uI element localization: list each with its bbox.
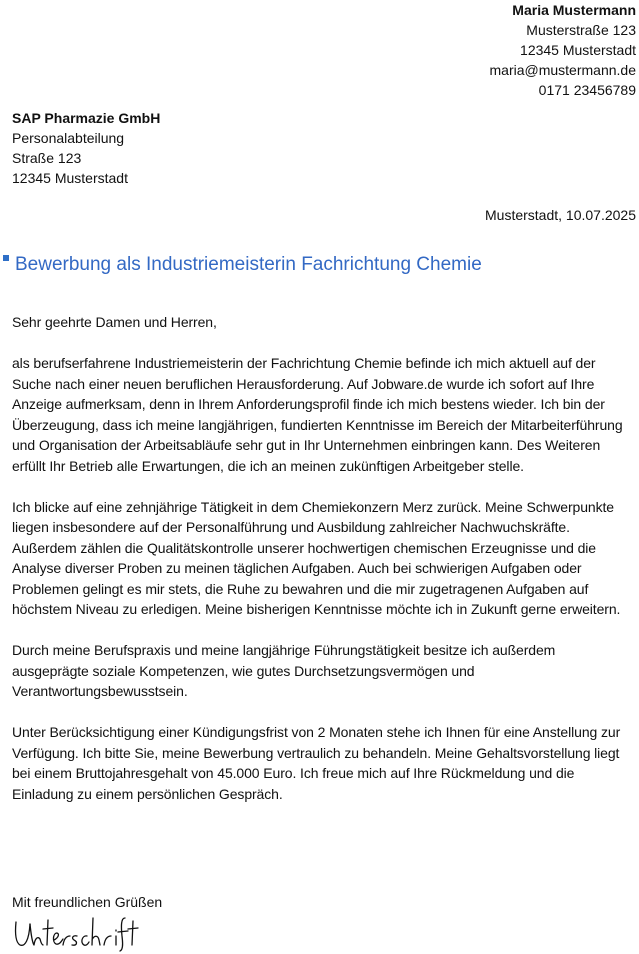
subject-marker-icon: [3, 255, 9, 261]
body-paragraph-2: Ich blicke auf eine zehnjährige Tätigkeit in dem Chemiekonzern Merz zurück. Meine Schwerpunkte liegen insbesondere auf der Personalführung und Ausbildung zahlreicher Nachwuchskräfte. Außerdem zählen die Qualitätskontrolle unserer hochwertigen chemischen Erzeugnisse und die Analyse diverser Proben zu meinen täglichen Aufgaben. Auch bei schwierigen Aufgaben oder Problemen gelingt es mir stets, die Ruhe zu bewahren und die mir zugetragenen Aufgaben auf höchstem Niveau zu erledigen. Meine bisherigen Kenntnisse möchte ich in Zukunft gerne erweitern.: [12, 498, 621, 617]
salutation: Sehr geehrte Damen und Herren,: [12, 314, 217, 330]
recipient-company: SAP Pharmazie GmbH: [12, 110, 161, 126]
sender-address-block: [490, 0, 637, 100]
body-paragraph-1: als berufserfahrene Industriemeisterin der Fachrichtung Chemie befinde ich mich aktuell auf der Suche nach einer neuen beruflichen Herausforderung. Auf Jobware.de wurde ich sofort auf Ihre Anzeige aufmerksam, denn in Ihrem Anforderungsprofil finde ich mich bestens wieder. Ich bin der Überzeugung, dass ich meine langjährigen, fundierten Kenntnisse im Bereich der Mitarbeiterführung und Organisation der Arbeitsabläufe sehr gut in Ihr Unternehmen einbringen kann. Des Weiteren erfüllt Ihr Betrieb alle Erwartungen, die ich an meinen zukünftigen Arbeitgeber stelle.: [12, 355, 623, 474]
letter-body: [12, 312, 634, 825]
sender-phone: 0171 23456789: [538, 82, 636, 98]
letter-date: Musterstadt, 10.07.2025: [485, 207, 636, 223]
sender-street: Musterstraße 123: [526, 22, 636, 38]
recipient-address-block: [12, 108, 160, 188]
body-paragraph-3: Durch meine Berufspraxis und meine langjährige Führungstätigkeit besitze ich außerdem ausgeprägte soziale Kompetenzen, wie gutes Durchsetzungsvermögen und Verantwortungsbewusstsein.: [12, 642, 556, 699]
sender-name: Maria Mustermann: [512, 2, 636, 18]
recipient-department: Personalabteilung: [12, 130, 125, 146]
signature-icon: [10, 912, 140, 952]
subject-text: Bewerbung als Industriemeisterin Fachrichtung Chemie: [15, 254, 482, 275]
body-paragraph-4: Unter Berücksichtigung einer Kündigungsfrist von 2 Monaten stehe ich Ihnen für eine Anstellung zur Verfügung. Ich bitte Sie, meine Bewerbung vertraulich zu behandeln. Meine Gehaltsvorstellung liegt bei einem Bruttojahresgehalt von 45.000 Euro. Ich freue mich auf Ihre Rückmeldung und die Einladung zu einem persönlichen Gespräch.: [12, 724, 621, 802]
recipient-city: 12345 Musterstadt: [12, 170, 128, 186]
closing-phrase: Mit freundlichen Grüßen: [12, 894, 163, 910]
sender-email: maria@mustermann.de: [489, 62, 636, 78]
recipient-street: Straße 123: [12, 150, 82, 166]
sender-city: 12345 Musterstadt: [520, 42, 636, 58]
